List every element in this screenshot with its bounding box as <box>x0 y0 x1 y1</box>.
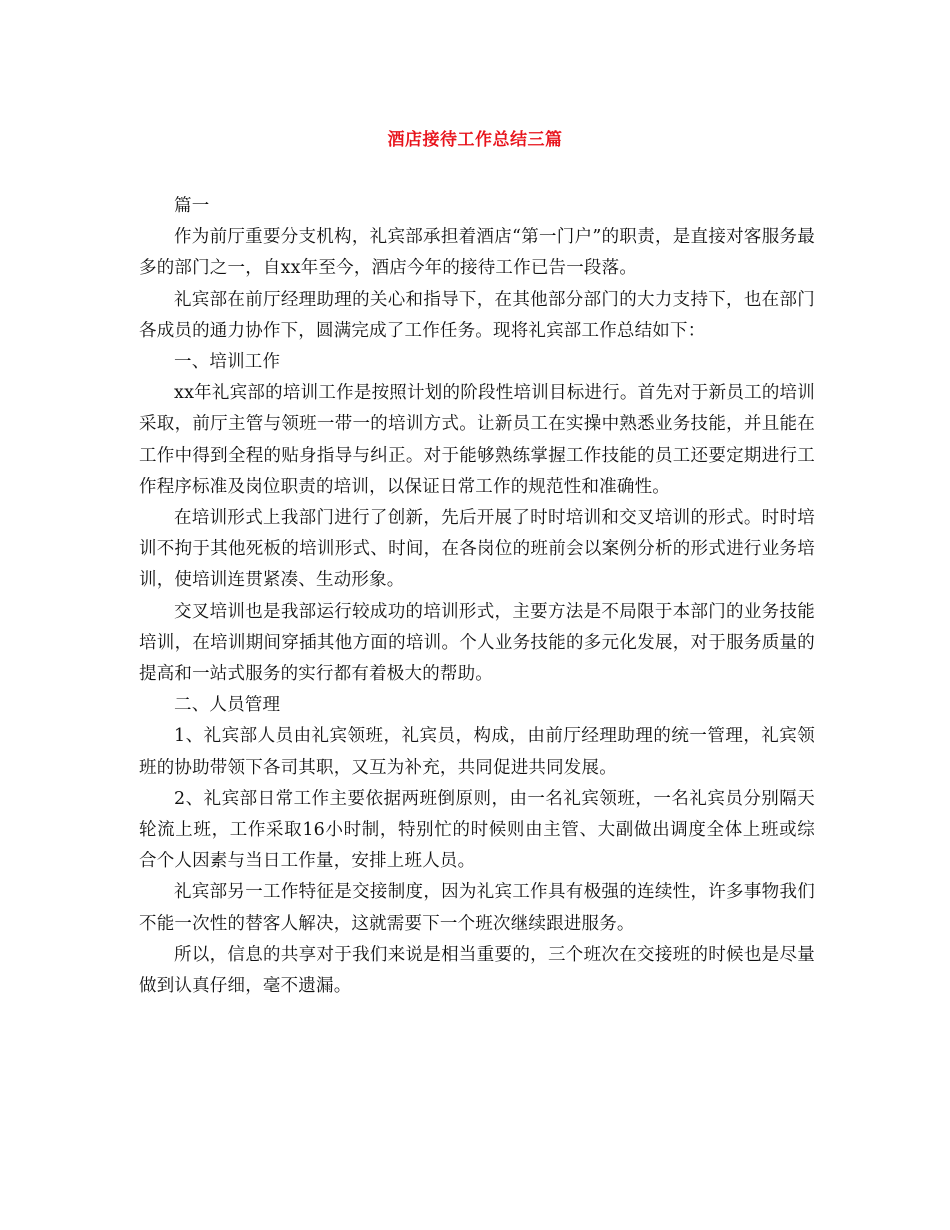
paragraph: xx年礼宾部的培训工作是按照计划的阶段性培训目标进行。首先对于新员工的培训采取，前厅主管与领班一带一的培训方式。让新员工在实操中熟悉业务技能，并且能在工作中得到全程的贴身指导与纠正。对于能够熟练掌握工作技能的员工还要定期进行工作程序标准及岗位职责的培训，以保证日常工作的规范性和准确性。 <box>139 383 815 497</box>
section-heading-part-one: 篇一 <box>174 196 210 216</box>
paragraph: 交叉培训也是我部运行较成功的培训形式，主要方法是不局限于本部门的业务技能培训，在培训期间穿插其他方面的培训。个人业务技能的多元化发展，对于服务质量的提高和一站式服务的实行都有着极大的帮助。 <box>139 601 815 685</box>
paragraph: 礼宾部在前厅经理助理的关心和指导下，在其他部分部门的大力支持下，也在部门各成员的通力协作下，圆满完成了工作任务。现将礼宾部工作总结如下： <box>139 289 815 341</box>
paragraph: 礼宾部另一工作特征是交接制度，因为礼宾工作具有极强的连续性，许多事物我们不能一次性的替客人解决，这就需要下一个班次继续跟进服务。 <box>139 882 815 934</box>
paragraph: 1、礼宾部人员由礼宾领班，礼宾员，构成，由前厅经理助理的统一管理，礼宾领班的协助带领下各司其职，又互为补充，共同促进共同发展。 <box>139 726 815 778</box>
paragraph: 2、礼宾部日常工作主要依据两班倒原则，由一名礼宾领班，一名礼宾员分别隔天轮流上班，工作采取16小时制，特别忙的时候则由主管、大副做出调度全体上班或综合个人因素与当日工作量，安排上班人员。 <box>139 788 815 872</box>
document-body <box>139 191 815 1002</box>
section-heading-staff-management: 二、人员管理 <box>174 695 281 716</box>
paragraph: 所以，信息的共享对于我们来说是相当重要的，三个班次在交接班的时候也是尽量做到认真仔细，毫不遗漏。 <box>139 944 815 997</box>
paragraph: 在培训形式上我部门进行了创新，先后开展了时时培训和交叉培训的形式。时时培训不拘于其他死板的培训形式、时间，在各岗位的班前会以案例分析的形式进行业务培训，使培训连贯紧凑、生动形象。 <box>139 508 815 591</box>
section-heading-training: 一、培训工作 <box>174 352 281 373</box>
paragraph: 作为前厅重要分支机构，礼宾部承担着酒店“第一门户”的职责，是直接对客服务最多的部门之一，自xx年至今，酒店今年的接待工作已告一段落。 <box>139 227 815 279</box>
document-title: 酒店接待工作总结三篇 <box>387 130 563 150</box>
